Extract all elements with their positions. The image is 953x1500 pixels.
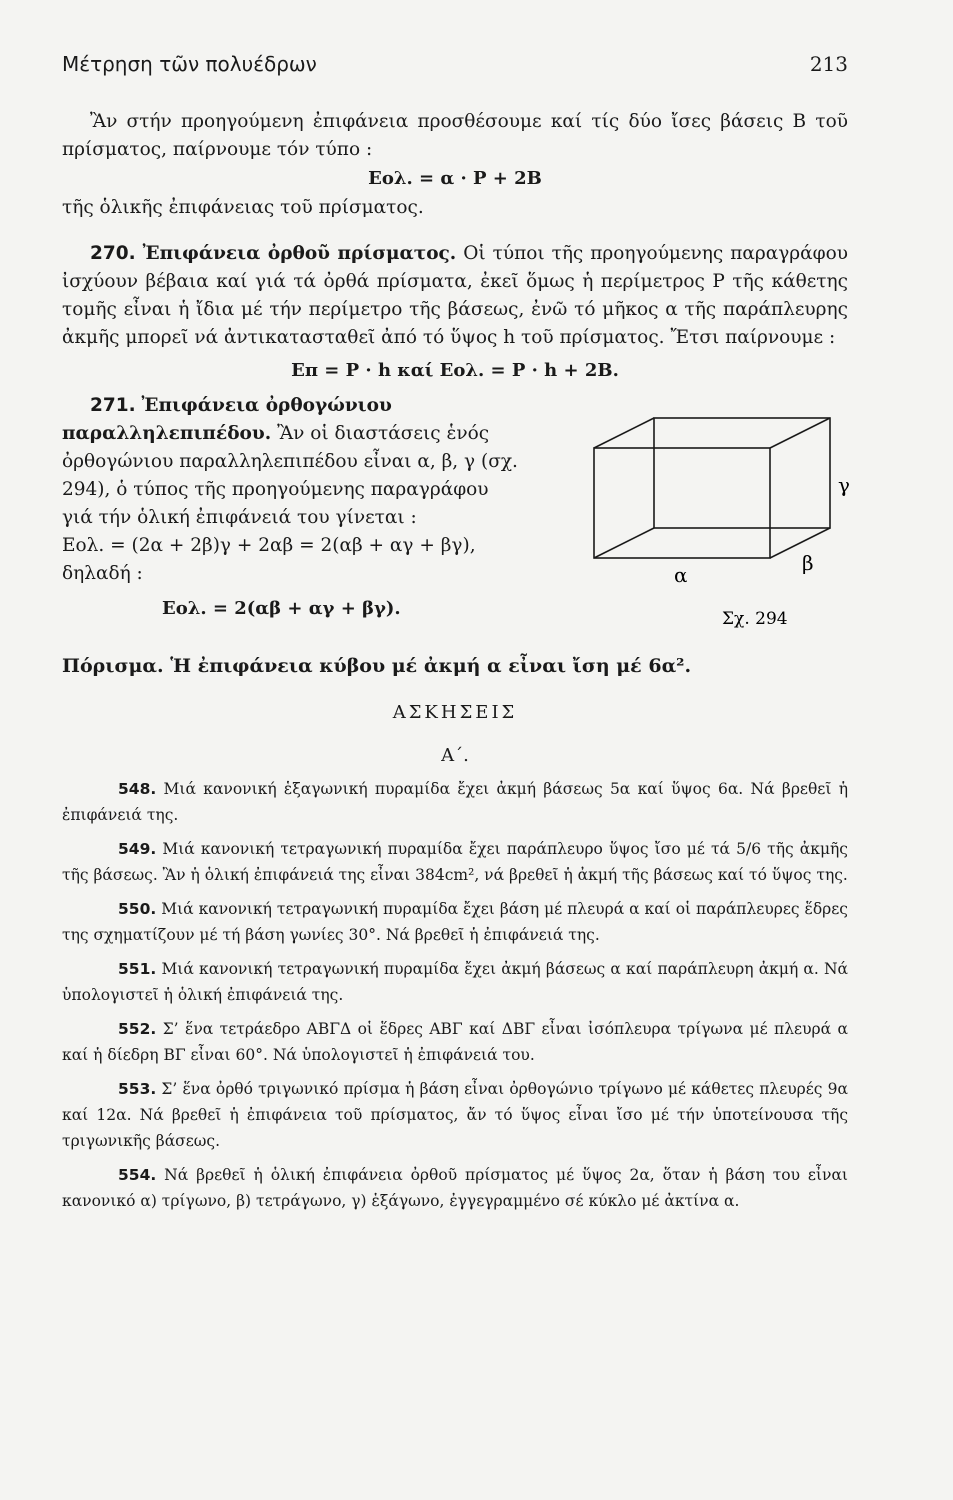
exercise-number: 552. <box>118 1020 157 1038</box>
section-271-block <box>62 392 848 642</box>
exercise-item <box>62 1162 848 1214</box>
that-is-label: δηλαδή : <box>62 563 143 584</box>
intro-after: τῆς ὁλικῆς ἐπιφάνειας τοῦ πρίσματος. <box>62 197 424 218</box>
exercise-item <box>62 1076 848 1154</box>
exercise-item <box>62 836 848 888</box>
chapter-title: Μέτρηση τῶν πολυέδρων <box>62 52 317 76</box>
formula-box-total: Eολ. = 2(αβ + αγ + βγ). <box>162 598 401 619</box>
box-edge-top-right <box>770 418 830 448</box>
intro-paragraph: Ἂν στήν προηγούμενη ἐπιφάνεια προσθέσουμε καί τίς δύο ἴσες βάσεις Β τοῦ πρίσματος, παίρνουμε τόν τύπο : <box>62 111 848 160</box>
exercise-number: 553. <box>118 1080 157 1098</box>
box-front-face <box>594 448 770 558</box>
exercises-heading: ΑΣΚΗΣΕΙΣ <box>392 702 518 723</box>
formula-right-prism: Eπ = P · h καί Eολ. = P · h + 2B. <box>291 360 619 381</box>
exercise-number: 548. <box>118 780 157 798</box>
exercise-item <box>62 896 848 948</box>
exercise-item <box>62 776 848 828</box>
exercises-part: Α΄. <box>441 745 469 766</box>
box-back-face <box>654 418 830 528</box>
exercise-number: 550. <box>118 900 157 918</box>
label-alpha: α <box>674 563 688 587</box>
exercise-text: Μιά κανονική τετραγωνική πυραμίδα ἔχει παράπλευρο ὕψος ἴσο μέ τά 5/6 τῆς ἀκμῆς τῆς βάσεως. Ἂν ἡ ὁλική ἐπιφάνειά της εἶναι 384cm², νά βρεθεῖ ἡ ἀκμή τῆς βάσεως καί τό ὕψος της. <box>62 840 848 884</box>
section-271-text-column <box>62 392 522 624</box>
section-271 <box>62 392 522 532</box>
section-271-number: 271. <box>90 395 136 416</box>
figure-294 <box>562 412 852 642</box>
exercise-text: Νά βρεθεῖ ἡ ὁλική ἐπιφάνεια ὀρθοῦ πρίσματος μέ ὕψος 2α, ὅταν ἡ βάση του εἶναι κανονικό α) τρίγωνο, β) τετράγωνο, γ) ἑξάγωνο, ἐγγεγραμμένο σέ κύκλο μέ ἀκτίνα α. <box>62 1166 848 1210</box>
page-number: 213 <box>809 52 848 76</box>
exercise-text: Μιά κανονική τετραγωνική πυραμίδα ἔχει ἀκμή βάσεως α καί παράπλευρη ἀκμή α. Νά ὑπολογιστεῖ ἡ ὁλική ἐπιφάνειά της. <box>62 960 848 1004</box>
label-beta: β <box>802 551 814 575</box>
corollary <box>62 652 848 680</box>
section-271-text: Ἂν οἱ διαστάσεις ἑνός ὀρθογώνιου παραλληλεπιπέδου εἶναι α, β, γ (σχ. 294), ὁ τύπος τῆς προηγούμενης παραγράφου γιά τήν ὁλική ἐπιφάνειά του γίνεται : <box>62 423 518 528</box>
section-271-title: Ἐπιφάνεια ὀρθογώνιου παραλληλεπιπέδου. <box>62 395 392 444</box>
section-270-number: 270. <box>90 243 136 264</box>
formula-total-surface: Eολ. = α · P + 2B <box>368 168 542 189</box>
exercise-item <box>62 1016 848 1068</box>
figure-caption: Σχ. 294 <box>722 609 788 629</box>
exercise-list <box>62 776 848 1214</box>
exercise-number: 554. <box>118 1166 157 1184</box>
section-270-title: Ἐπιφάνεια ὀρθοῦ πρίσματος. <box>142 243 457 264</box>
exercise-text: Σ’ ἕνα τετράεδρο ΑΒΓΔ οἱ ἕδρες ΑΒΓ καί ΔΒΓ εἶναι ἰσόπλευρα τρίγωνα μέ πλευρά α καί ἡ δίεδρη ΒΓ εἶναι 60°. Νά ὑπολογιστεῖ ἡ ἐπιφάνειά του. <box>62 1020 848 1064</box>
exercise-number: 549. <box>118 840 157 858</box>
corollary-text: Ἡ ἐπιφάνεια κύβου μέ ἀκμή α εἶναι ἴση μέ 6α². <box>170 655 692 677</box>
box-edge-top-left <box>594 418 654 448</box>
exercise-item <box>62 956 848 1008</box>
exercise-number: 551. <box>118 960 157 978</box>
box-edge-bottom-left <box>594 528 654 558</box>
box-edge-bottom-right <box>770 528 830 558</box>
exercise-text: Μιά κανονική ἑξαγωνική πυραμίδα ἔχει ἀκμή βάσεως 5α καί ὕψος 6α. Νά βρεθεῖ ἡ ἐπιφάνειά της. <box>62 780 848 824</box>
running-head <box>62 52 848 86</box>
page <box>62 52 848 1222</box>
formula-box-expanded: Eολ. = (2α + 2β)γ + 2αβ = 2(αβ + αγ + βγ), <box>62 535 476 556</box>
section-270 <box>62 240 848 352</box>
exercise-text: Σ’ ἕνα ὀρθό τριγωνικό πρίσμα ἡ βάση εἶναι ὀρθογώνιο τρίγωνο μέ κάθετες πλευρές 9α καί 12α. Νά βρεθεῖ ἡ ἐπιφάνεια τοῦ πρίσματος, ἄν τό ὕψος εἶναι ἴσο μέ τήν ὑποτείνουσα τῆς τριγωνικῆς βάσεως. <box>62 1080 848 1150</box>
exercise-text: Μιά κανονική τετραγωνική πυραμίδα ἔχει βάση μέ πλευρά α καί οἱ παράπλευρες ἕδρες της σχηματίζουν μέ τή βάση γωνίες 30°. Νά βρεθεῖ ἡ ἐπιφάνειά της. <box>62 900 848 944</box>
corollary-label: Πόρισμα. <box>62 655 164 677</box>
label-gamma: γ <box>838 473 850 497</box>
section-270-text: Οἱ τύποι τῆς προηγούμενης παραγράφου ἰσχύουν βέβαια καί γιά τά ὀρθά πρίσματα, ἐκεῖ ὅμως ἡ περίμετρος Ρ τῆς κάθετης τομῆς εἶναι ἡ ἴδια μέ τήν περίμετρο τῆς βάσεως, ἐνῶ τό μῆκος α τῆς παράπλευρης ἀκμῆς μπορεῖ νά ἀντικατασταθεῖ ἀπό τό ὕψος h τοῦ πρίσματος. Ἔτσι παίρνουμε : <box>62 243 848 348</box>
